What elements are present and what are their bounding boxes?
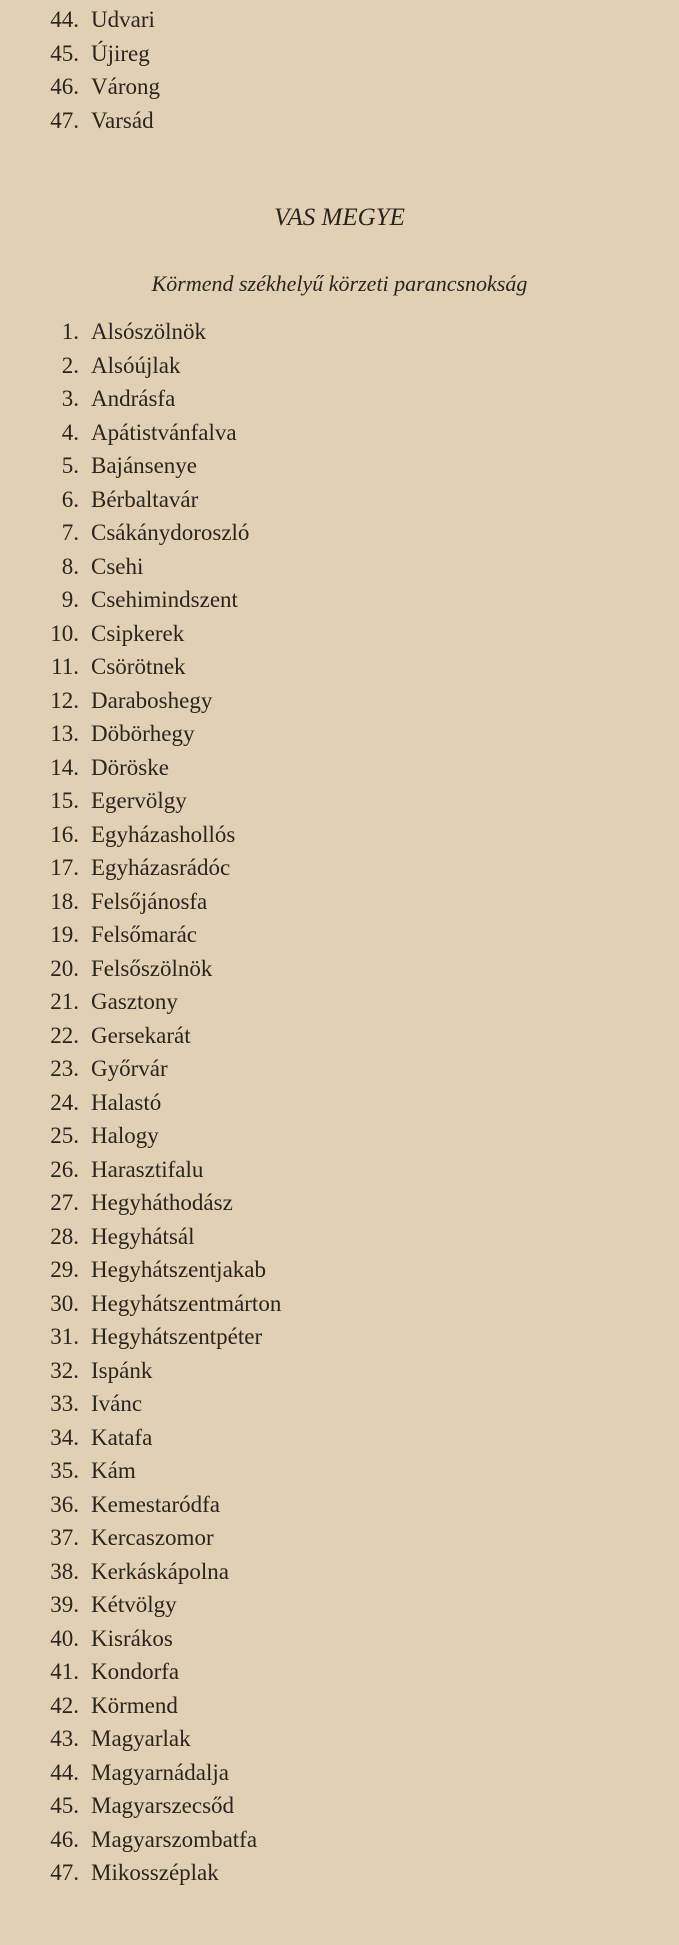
list-item (0, 1521, 679, 1555)
settlement-name: Harasztifalu (91, 1156, 204, 1182)
item-number: 6. (61, 486, 79, 512)
list-item (0, 1722, 679, 1756)
list-item (0, 37, 679, 71)
item-number: 31. (50, 1324, 79, 1349)
settlement-name: Magyarnádalja (91, 1759, 229, 1785)
list-item (0, 851, 679, 885)
settlement-name: Ispánk (91, 1357, 153, 1383)
settlement-name: Gersekarát (91, 1022, 191, 1048)
item-number: 44. (50, 1759, 79, 1785)
item-number: 20. (50, 955, 79, 981)
list-item (0, 382, 679, 416)
item-number: 14. (50, 754, 79, 780)
item-number: 41. (50, 1659, 79, 1684)
list-item (0, 1421, 679, 1455)
list-item (0, 483, 679, 517)
settlement-name: Magyarlak (91, 1726, 191, 1751)
settlement-name: Újireg (91, 40, 150, 66)
settlement-name: Bajánsenye (91, 453, 198, 478)
list-item (0, 550, 679, 584)
item-number: 16. (50, 821, 79, 847)
list-item (0, 1387, 679, 1421)
item-number: 25. (50, 1123, 79, 1148)
settlement-name: Bérbaltavár (91, 486, 199, 512)
previous-county-list (0, 3, 679, 137)
item-number: 45. (50, 1793, 79, 1818)
settlement-name: Egyházasrádóc (91, 855, 231, 880)
list-item (0, 1019, 679, 1053)
settlement-name: Alsószölnök (91, 319, 206, 344)
settlement-name: Döbörhegy (91, 721, 195, 746)
item-number: 40. (50, 1625, 79, 1651)
settlement-name: Csörötnek (91, 654, 186, 679)
item-number: 43. (50, 1726, 79, 1751)
settlement-name: Csehi (91, 553, 144, 579)
list-item (0, 70, 679, 104)
settlement-name: Várong (91, 74, 160, 99)
settlement-name: Csipkerek (91, 620, 185, 646)
list-item (0, 985, 679, 1019)
settlement-name: Hegyhátszentjakab (91, 1257, 266, 1282)
list-item (0, 1789, 679, 1823)
item-number: 46. (50, 74, 79, 99)
list-item (0, 3, 679, 37)
settlement-name: Egervölgy (91, 788, 187, 813)
item-number: 13. (50, 721, 79, 746)
item-number: 34. (50, 1424, 79, 1450)
list-item (0, 1555, 679, 1589)
county-heading: VAS MEGYE (274, 204, 405, 231)
list-item (0, 918, 679, 952)
settlement-name: Ivánc (91, 1391, 143, 1416)
settlement-name: Gasztony (91, 989, 178, 1014)
list-item (0, 1588, 679, 1622)
item-number: 37. (50, 1525, 79, 1550)
settlement-name: Hegyhátszentpéter (91, 1324, 263, 1349)
list-item (0, 1052, 679, 1086)
list-item (0, 650, 679, 684)
settlement-name: Udvari (91, 7, 155, 32)
item-number: 12. (50, 687, 79, 713)
settlement-name: Felsőszölnök (91, 955, 213, 981)
item-number: 47. (50, 107, 79, 133)
item-number: 9. (61, 587, 79, 612)
item-number: 33. (50, 1391, 79, 1416)
item-number: 36. (50, 1491, 79, 1517)
settlement-name: Egyházashollós (91, 821, 236, 847)
item-number: 32. (50, 1357, 79, 1383)
item-number: 1. (61, 319, 79, 344)
settlement-name: Győrvár (91, 1056, 168, 1081)
item-number: 11. (51, 654, 79, 679)
settlement-name: Kercaszomor (91, 1525, 214, 1550)
settlement-name: Kondorfa (91, 1659, 180, 1684)
item-number: 29. (50, 1257, 79, 1282)
item-number: 24. (50, 1089, 79, 1115)
settlement-name: Csákánydoroszló (91, 520, 250, 545)
settlement-name: Hegyhátsál (91, 1223, 195, 1249)
list-item (0, 1153, 679, 1187)
settlement-name: Felsőmarác (91, 922, 198, 947)
item-number: 45. (50, 40, 79, 66)
list-item (0, 1354, 679, 1388)
item-number: 7. (61, 520, 79, 545)
list-item (0, 1086, 679, 1120)
list-item (0, 1856, 679, 1890)
list-item (0, 516, 679, 550)
item-number: 27. (50, 1190, 79, 1215)
list-item (0, 583, 679, 617)
settlement-name: Halastó (91, 1089, 162, 1115)
item-number: 22. (50, 1022, 79, 1048)
settlement-name: Andrásfa (91, 386, 176, 411)
list-item (0, 1622, 679, 1656)
item-number: 5. (61, 453, 79, 478)
item-number: 26. (50, 1156, 79, 1182)
list-item (0, 818, 679, 852)
item-number: 3. (61, 386, 79, 411)
item-number: 2. (61, 352, 79, 378)
list-item (0, 1253, 679, 1287)
item-number: 19. (50, 922, 79, 947)
item-number: 44. (50, 7, 79, 32)
settlement-name: Apátistvánfalva (91, 419, 237, 445)
item-number: 17. (50, 855, 79, 880)
list-item (0, 717, 679, 751)
settlement-name: Kemestaródfa (91, 1491, 220, 1517)
list-item (0, 449, 679, 483)
list-item (0, 1689, 679, 1723)
settlement-name: Döröske (91, 754, 169, 780)
settlement-name: Mikosszéplak (91, 1860, 219, 1885)
item-number: 15. (50, 788, 79, 813)
list-item (0, 1186, 679, 1220)
settlement-name: Hegyháthodász (91, 1190, 233, 1215)
item-number: 18. (50, 888, 79, 914)
settlement-name: Alsóújlak (91, 352, 181, 378)
settlement-name: Magyarszecsőd (91, 1793, 235, 1818)
settlement-name: Daraboshegy (91, 687, 213, 713)
settlement-name: Halogy (91, 1123, 159, 1148)
list-item (0, 885, 679, 919)
settlement-name: Felsőjánosfa (91, 888, 208, 914)
list-item (0, 1320, 679, 1354)
item-number: 8. (61, 553, 79, 579)
settlement-name: Kétvölgy (91, 1592, 177, 1617)
list-item (0, 751, 679, 785)
item-number: 42. (50, 1692, 79, 1718)
item-number: 46. (50, 1826, 79, 1852)
list-item (0, 349, 679, 383)
item-number: 30. (50, 1290, 79, 1316)
list-item (0, 1220, 679, 1254)
list-item (0, 1756, 679, 1790)
item-number: 10. (50, 620, 79, 646)
list-item (0, 416, 679, 450)
item-number: 28. (50, 1223, 79, 1249)
settlement-name: Magyarszombatfa (91, 1826, 258, 1852)
list-item (0, 617, 679, 651)
command-heading: Körmend székhelyű körzeti parancsnokság (151, 271, 528, 296)
item-number: 47. (50, 1860, 79, 1885)
list-item (0, 1119, 679, 1153)
settlement-name: Kisrákos (91, 1625, 173, 1651)
item-number: 39. (50, 1592, 79, 1617)
list-item (0, 1655, 679, 1689)
item-number: 23. (50, 1056, 79, 1081)
item-number: 21. (50, 989, 79, 1014)
settlement-name: Kám (91, 1458, 136, 1483)
list-item (0, 1454, 679, 1488)
settlement-name: Hegyhátszentmárton (91, 1290, 282, 1316)
list-item (0, 104, 679, 138)
list-item (0, 1488, 679, 1522)
item-number: 38. (50, 1558, 79, 1584)
list-item (0, 784, 679, 818)
list-item (0, 315, 679, 349)
list-item (0, 952, 679, 986)
list-item (0, 1823, 679, 1857)
item-number: 4. (61, 419, 79, 445)
settlement-name: Varsád (91, 107, 154, 133)
item-number: 35. (50, 1458, 79, 1483)
list-item (0, 684, 679, 718)
list-item (0, 1287, 679, 1321)
vas-county-list (0, 315, 679, 1890)
settlement-name: Körmend (91, 1692, 178, 1718)
settlement-name: Csehimindszent (91, 587, 238, 612)
settlement-name: Kerkáskápolna (91, 1558, 229, 1584)
settlement-name: Katafa (91, 1424, 153, 1450)
